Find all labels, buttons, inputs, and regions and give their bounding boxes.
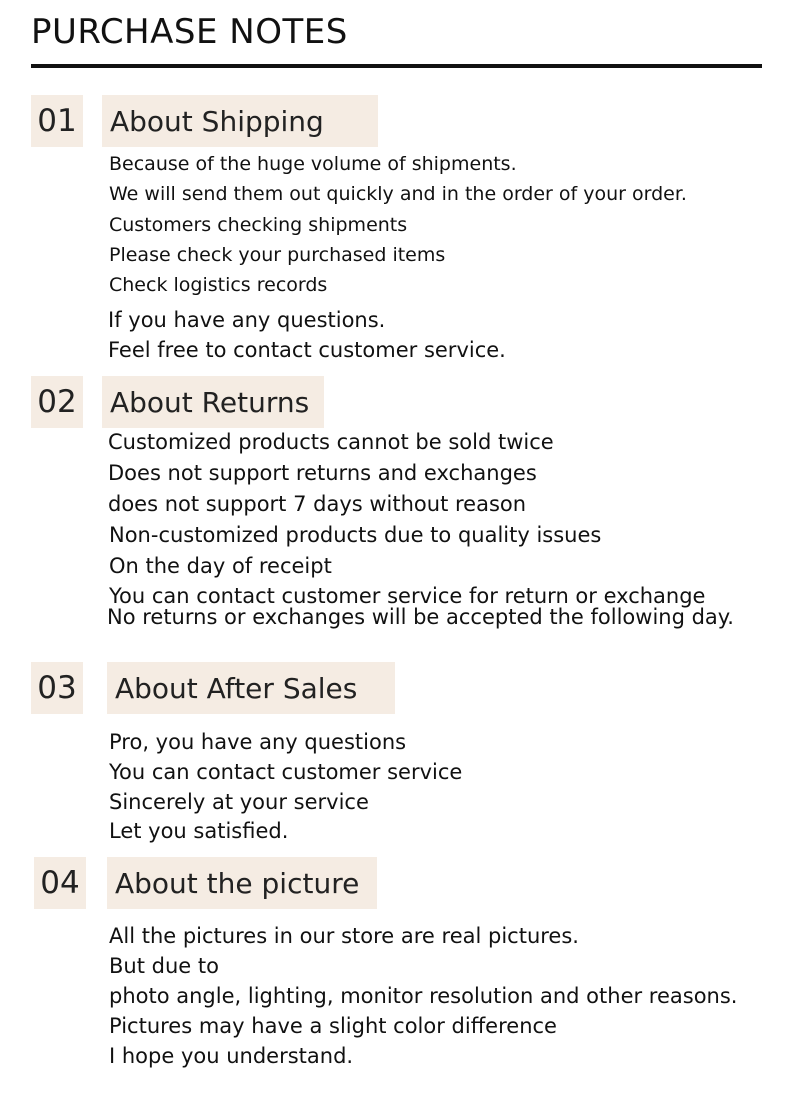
section-number: 02 [31, 376, 83, 428]
section-heading: About Returns [102, 376, 324, 428]
text-line: We will send them out quickly and in the order of your order. [109, 183, 687, 205]
text-line: Pro, you have any questions [109, 730, 407, 754]
text-line: All the pictures in our store are real pictures. [109, 924, 579, 948]
text-line: Feel free to contact customer service. [108, 338, 506, 362]
page-title: PURCHASE NOTES [31, 12, 348, 52]
text-line: You can contact customer service for return or exchange [109, 584, 706, 608]
text-line: But due to [109, 954, 219, 978]
text-line: Please check your purchased items [109, 244, 446, 266]
text-line: No returns or exchanges will be accepted the following day. [107, 605, 734, 629]
text-line: Customized products cannot be sold twice [108, 430, 554, 454]
text-line: I hope you understand. [109, 1044, 354, 1068]
section-heading: About Shipping [102, 95, 378, 147]
title-divider [31, 64, 762, 68]
section-number: 04 [34, 857, 86, 909]
text-line: Non-customized products due to quality issues [109, 523, 602, 547]
section-number: 03 [31, 662, 83, 714]
section-heading: About the picture [107, 857, 377, 909]
section-number: 01 [31, 95, 83, 147]
text-line: Because of the huge volume of shipments. [109, 153, 517, 175]
text-line: Pictures may have a slight color difference [109, 1014, 557, 1038]
text-line: You can contact customer service [109, 760, 463, 784]
text-line: photo angle, lighting, monitor resolution and other reasons. [109, 984, 738, 1008]
text-line: Sincerely at your service [109, 790, 369, 814]
text-line: Check logistics records [109, 274, 328, 296]
text-line: Let you satisfied. [109, 819, 289, 843]
section-heading: About After Sales [107, 662, 395, 714]
text-line: Customers checking shipments [109, 214, 408, 236]
text-line: If you have any questions. [108, 308, 386, 332]
text-line: does not support 7 days without reason [108, 492, 527, 516]
text-line: On the day of receipt [109, 554, 332, 578]
text-line: Does not support returns and exchanges [108, 461, 537, 485]
